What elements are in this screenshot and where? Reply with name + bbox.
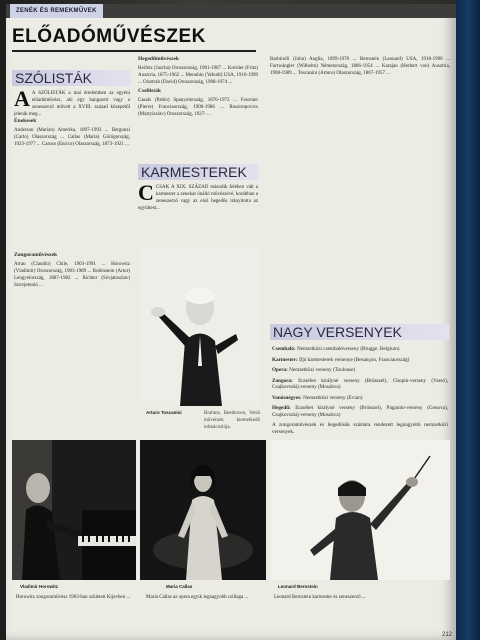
dropcap: A bbox=[14, 86, 30, 111]
karmesterek-list bbox=[270, 56, 450, 234]
bottom-text-left: Horowitz zongoraművész 1903-ban született Kijevben ... bbox=[16, 595, 131, 600]
section-heading-karmesterek: KARMESTEREK bbox=[138, 164, 259, 180]
photo-bernstein bbox=[270, 440, 450, 580]
group-text-enekesek: Anderson (Marian) Amerika, 1897-1993 ... Bergonzi (Carlo) Olaszország ... Callas (Maria) Görögország, 1923-1977 ... Caruso (Enrico) Olaszország, 1873-1921 ... bbox=[14, 128, 130, 147]
section-heading-szolistak: SZÓLISTÁK bbox=[12, 70, 131, 86]
caption-bernstein: Leonard Bernstein bbox=[278, 584, 318, 589]
filler-text: Brahms, Beethoven, Verdi műveinek kiemelkedő tolmácsolója. bbox=[204, 411, 260, 430]
photo-horowitz bbox=[12, 440, 136, 580]
bottom-text-right: Leonard Bernstein karmester és zeneszerző ... bbox=[274, 595, 366, 600]
group-head-enekesek: Énekesek bbox=[14, 118, 37, 124]
section-tag: ZENÉK ÉS REMEKMŰVEK bbox=[10, 4, 103, 18]
toscanini-side-text bbox=[204, 410, 260, 438]
group-text-zongora: Arrau (Claudio) Chile, 1903-1991 ... Horowitz (Vladimir) Oroszország, 1903-1989 ... Rubinstein (Artur) Lengyelország, 1887-1982 ... Richter (Szvjatoszlav) Szovjetunió ... bbox=[14, 262, 130, 288]
versenyek-item: Karmester: Ifjú karmesterek versenye (Besançon, Franciaország) bbox=[272, 356, 410, 363]
group-head-hegedu: Hegedűművészek bbox=[138, 56, 179, 62]
caption-toscanini: Arturo Toscanini bbox=[146, 410, 182, 415]
title-rule bbox=[12, 50, 256, 52]
header-band bbox=[6, 4, 456, 18]
karmesterek-intro bbox=[138, 180, 258, 240]
szolistak-intro bbox=[14, 86, 130, 240]
page-number: 212 bbox=[441, 632, 452, 638]
group-head-zongora: Zongoraművészek bbox=[14, 252, 58, 258]
singer-illustration bbox=[140, 440, 266, 580]
book-cover bbox=[456, 0, 480, 640]
dropcap-c: C bbox=[138, 180, 154, 205]
bottom-text-mid: Maria Callas az opera egyik legnagyobb csillaga ... bbox=[146, 595, 249, 600]
zongora-block bbox=[14, 252, 130, 432]
versenyek-item: Vonósnégyes: Nemzetközi verseny (Evian) bbox=[272, 394, 363, 401]
versenyek-item: Csembaló: Nemzetközi csembalóverseny (Brugge, Belgium) bbox=[272, 346, 400, 352]
group-text-hegedu: Heifetz (Jascha) Oroszország, 1901-1987 ... Kreisler (Fritz) Ausztria, 1875-1962 ... Menuhin (Yehudi) USA, 1916-1999 ... Oisztrah (David) Oroszország, 1908-1974 ... bbox=[138, 66, 258, 85]
group-text-cello: Casals (Pablo) Spanyolország, 1876-1973 ... Fournier (Pierre) Franciaország, 1906-1986 ... Rosztropovics (Msztyiszlav) Oroszország, 1927- ... bbox=[138, 98, 258, 117]
caption-callas: Maria Callas bbox=[166, 584, 193, 589]
book-page bbox=[6, 4, 456, 640]
caption-horowitz: Vladimir Horowitz bbox=[20, 584, 59, 589]
pianist-illustration bbox=[12, 440, 136, 580]
bernstein-illustration bbox=[270, 440, 450, 580]
karmesterek-list-text: Barbirolli (John) Anglia, 1899-1970 ... Bernstein (Leonard) USA, 1918-1990 ... Furtwängler (Wilhelm) Németország, 1886-1954 ... Karajan (Herbert von) Ausztria, 1908-1989 ... Toscanini (Arturo) Olaszország, 1867-1957 ... bbox=[270, 57, 450, 76]
versenyek-item: Opera: Nemzetközi verseny (Toulouse) bbox=[272, 367, 356, 373]
page-title: ELŐADÓMŰVÉSZEK bbox=[12, 26, 206, 47]
photo-callas bbox=[140, 440, 266, 580]
versenyek-list bbox=[272, 346, 448, 436]
karmesterek-intro-text: CSAK A XIX. SZÁZAD második felében vált a karmester a zenekar önálló művészévé, korábban a zeneszerző vagy az első hegedűs irányította az együttest... bbox=[138, 185, 258, 211]
versenyek-item: Zongora: Erzsébet királyné verseny (Brüsszel), Chopin-verseny (Varsó), Csajkovszkij-verseny (Moszkva) bbox=[272, 377, 448, 390]
photo-toscanini bbox=[140, 246, 260, 406]
szolistak-intro-text: A SZÓLISTÁK a mai értelemben az egyéni előadóművész, aki egy hangszert vagy a zeneszerző műveit a XVIII. század közepétől jelenik meg... bbox=[14, 91, 130, 117]
section-heading-nagy-versenyek: NAGY VERSENYEK bbox=[270, 324, 449, 340]
conductor-illustration bbox=[140, 246, 260, 406]
versenyek-item: Hegedű: Erzsébet királyné verseny (Brüsszel), Paganini-verseny (Genova), Csajkovszkij-verseny (Moszkva) bbox=[272, 405, 448, 418]
group-head-cello: Csellisták bbox=[138, 88, 161, 94]
versenyek-item: A zongoraművészek és hegedűsök számára rendezett legnagyobb nemzetközi versenyek. bbox=[272, 422, 448, 435]
